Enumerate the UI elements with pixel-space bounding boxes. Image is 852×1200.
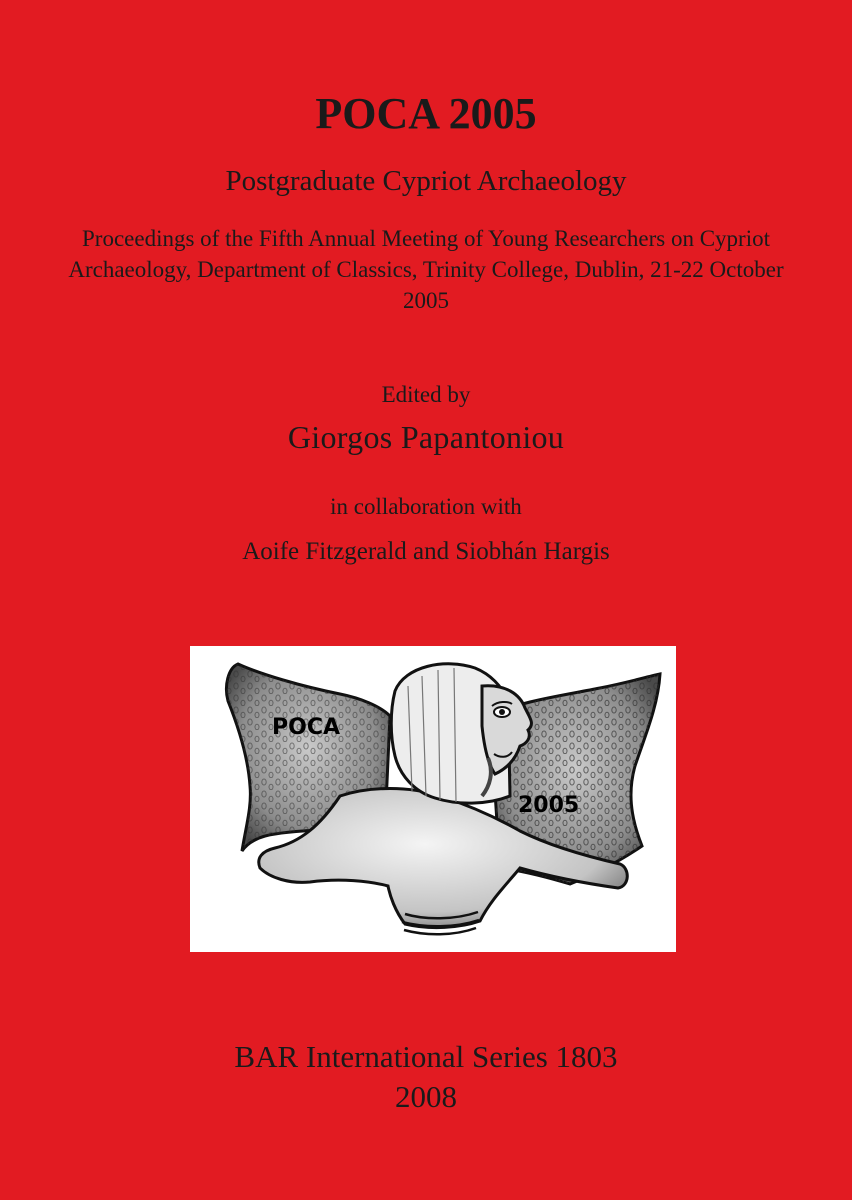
collaborator-names: Aoife Fitzgerald and Siobhán Hargis <box>242 538 610 565</box>
series-info: BAR International Series 1803 <box>234 1039 618 1074</box>
editor-name: Giorgos Papantoniou <box>287 419 565 455</box>
cover-illustration <box>190 646 676 952</box>
book-title: POCA 2005 <box>315 89 537 138</box>
proceedings-description: Proceedings of the Fifth Annual Meeting of Young Researchers on Cypriot Archaeology, Department of Classics, Trinity College, Dublin, 21-22 October 2005 <box>68 226 784 313</box>
publication-year: 2008 <box>395 1079 457 1114</box>
logo-year: 2005 <box>518 793 580 818</box>
oxhide-figure-drawing <box>190 646 676 952</box>
collaboration-label: in collaboration with <box>330 494 522 519</box>
logo-word: POCA <box>272 715 340 740</box>
edited-by-label: Edited by <box>381 382 471 407</box>
book-subtitle: Postgraduate Cypriot Archaeology <box>225 165 627 197</box>
